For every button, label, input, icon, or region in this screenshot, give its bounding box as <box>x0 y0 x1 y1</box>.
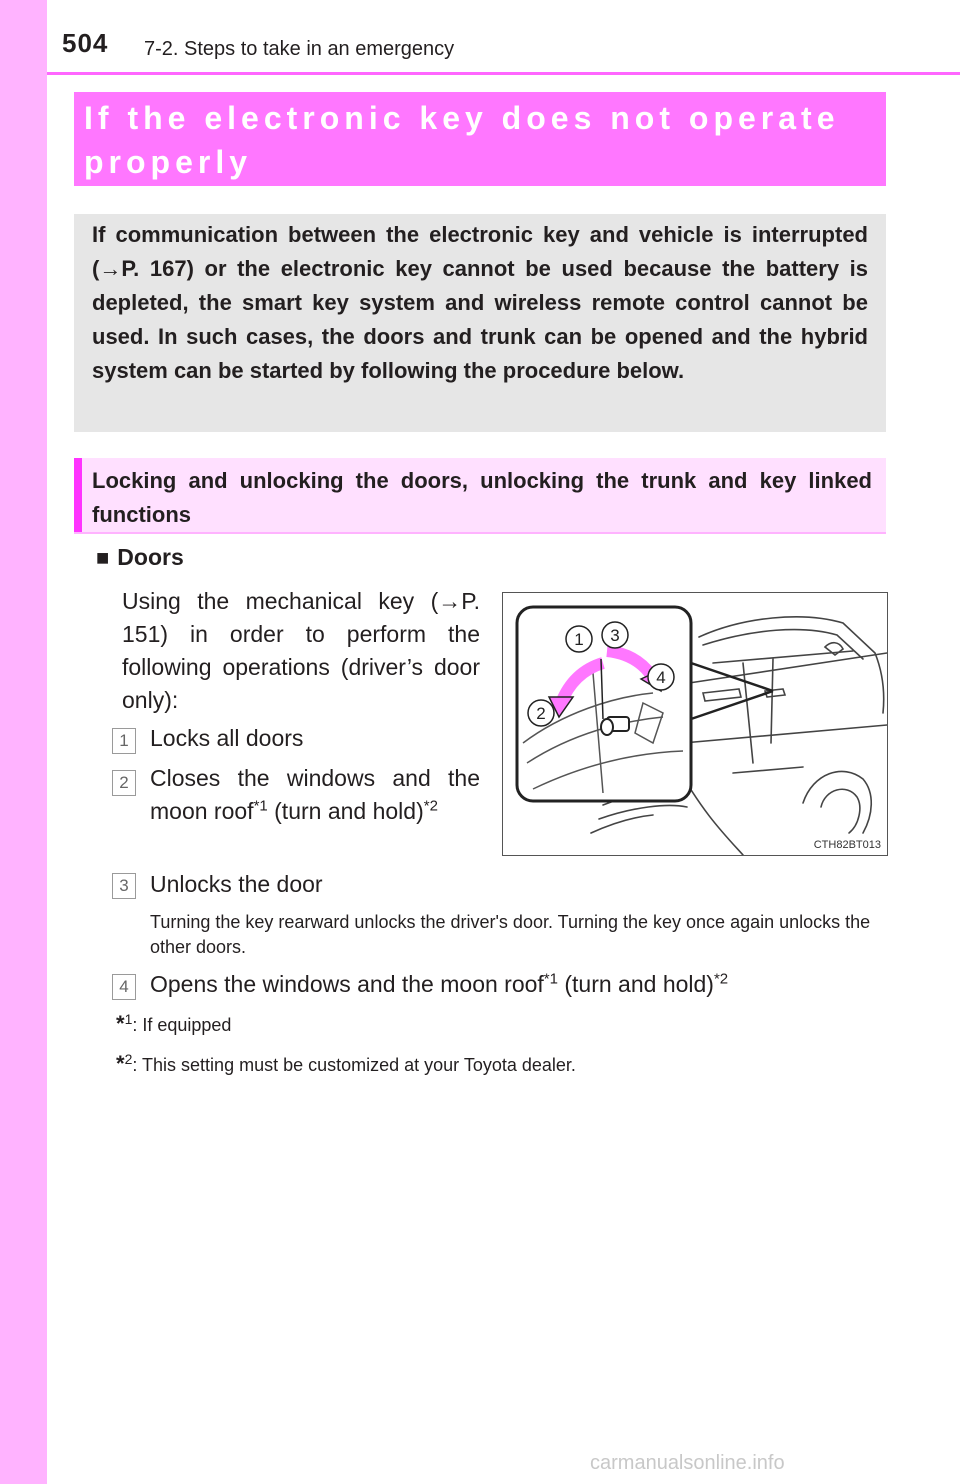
intro-text: If communication between the electronic key and vehicle is interrupted (→P. 167) or the electronic key cannot be used because the battery is depleted, the smart key system and wireless remote control cannot be used. In such cases, the doors and trunk can be opened and the hybrid system can be started by following the procedure below. <box>92 222 868 383</box>
page-number: 504 <box>62 28 109 58</box>
footnote-ref-1: *1 <box>543 970 558 988</box>
step-number-1: 1 <box>112 728 136 754</box>
footnote-1 <box>116 1012 231 1037</box>
door-key-figure <box>502 592 888 856</box>
footnote-number: 1 <box>124 1011 133 1027</box>
doors-heading-label: Doors <box>117 544 184 570</box>
step-1-text: Locks all doors <box>150 725 304 751</box>
chapter-title: 7-2. Steps to take in an emergency <box>144 38 455 60</box>
step-3-text: Unlocks the door <box>150 871 323 897</box>
watermark: carmanualsonline.info <box>590 1452 785 1474</box>
footnote-number: 2 <box>124 1051 133 1067</box>
step-number-2: 2 <box>112 770 136 796</box>
doors-heading <box>96 544 184 571</box>
footnote-text: : This setting must be customized at your Toyota dealer. <box>132 1055 576 1075</box>
step-4-text-b: (turn and hold) <box>557 971 714 997</box>
footnote-star: * <box>116 1011 125 1036</box>
section-title: If the electronic key does not operate properly <box>84 100 840 180</box>
doors-description: Using the mechanical key (→P. 151) in order to perform the following operations (driver’s door only): <box>122 588 480 713</box>
step-4-text <box>150 968 880 1001</box>
figure-code: CTH82BT013 <box>813 839 881 851</box>
subsection-underline <box>74 532 886 534</box>
callout-label-4: 4 <box>656 668 666 687</box>
square-bullet-icon: ■ <box>96 545 110 570</box>
footnote-text: : If equipped <box>132 1015 232 1035</box>
step-2-text <box>150 762 480 828</box>
page-edge-strip <box>0 0 47 1484</box>
callout-label-2: 2 <box>536 704 546 723</box>
footnote-ref-2: *2 <box>423 797 438 815</box>
step-3-note: Turning the key rearward unlocks the driver's door. Turning the key once again unlocks the other doors. <box>150 912 871 957</box>
subsection-title: Locking and unlocking the doors, unlocking the trunk and key linked functions <box>92 468 872 527</box>
header-divider <box>47 72 960 75</box>
footnote-2 <box>116 1052 576 1077</box>
step-4-text-a: Opens the windows and the moon roof <box>150 971 544 997</box>
step-number-3: 3 <box>112 873 136 899</box>
step-2-text-a: Closes the windows and the moon roof <box>150 765 480 824</box>
footnote-ref-1: *1 <box>253 797 268 815</box>
step-number-4: 4 <box>112 974 136 1000</box>
subsection-accent-bar <box>74 458 82 532</box>
footnote-ref-2: *2 <box>713 970 729 988</box>
footnote-star: * <box>116 1051 125 1076</box>
step-2-text-b: (turn and hold) <box>267 798 424 824</box>
car-door-illustration <box>503 593 887 855</box>
callout-label-3: 3 <box>610 626 620 645</box>
callout-label-1: 1 <box>574 630 584 649</box>
